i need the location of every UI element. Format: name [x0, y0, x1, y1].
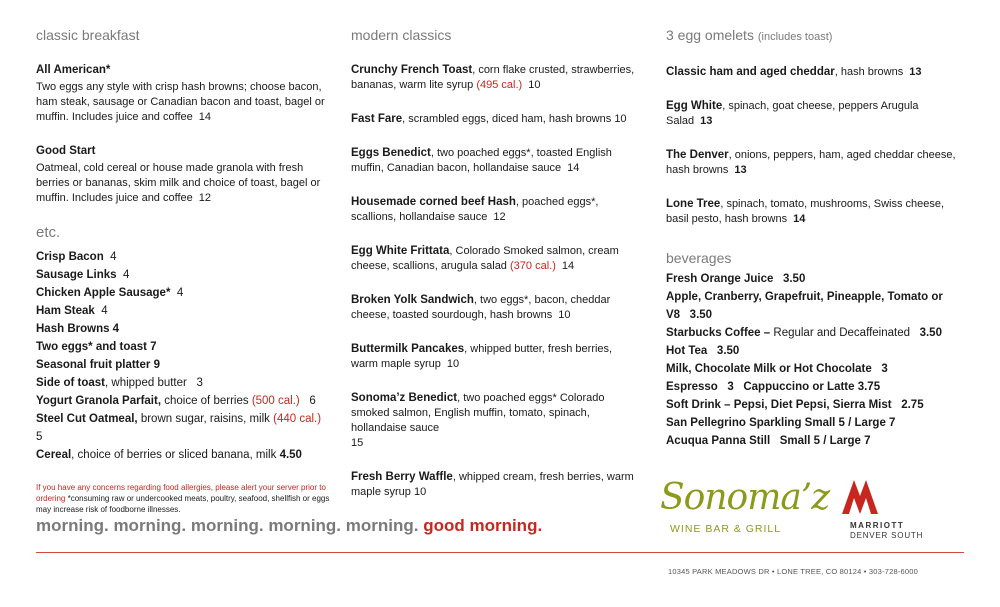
item-desc: Oatmeal, cold cereal or house made granola with fresh berries or bananas, skim milk and choice of toast, bagel or muffin. Includes juice and coffee	[36, 162, 321, 204]
beverage-item: San Pellegrino Sparkling Small 5 / Large 7	[666, 417, 896, 429]
etc-item: Chicken Apple Sausage* 4	[36, 287, 184, 299]
menu-item: Buttermilk Pancakes, whipped butter, fresh berries, warm maple syrup 10	[351, 343, 613, 370]
menu-item: Egg White, spinach, goat cheese, peppers Arugula Salad 13	[666, 100, 919, 127]
etc-item: Sausage Links 4	[36, 269, 130, 281]
menu-item: Egg White Frittata, Colorado Smoked salmon, cream cheese, scallions, arugula salad (370 cal.) 14	[351, 245, 619, 272]
etc-item: Crisp Bacon 4	[36, 251, 117, 263]
beverage-item: Soft Drink – Pepsi, Diet Pepsi, Sierra Mist 2.75	[666, 399, 924, 411]
menu-item: Broken Yolk Sandwich, two eggs*, bacon, cheddar cheese, toasted sourdough, hash browns 10	[351, 294, 611, 321]
footer-divider	[36, 552, 964, 553]
item-price: 14	[198, 111, 211, 123]
etc-item: Hash Browns 4	[36, 323, 120, 335]
beverage-item: Fresh Orange Juice 3.50	[666, 273, 806, 285]
etc-list	[36, 248, 326, 464]
etc-item: Seasonal fruit platter 9	[36, 359, 160, 371]
item-desc: Two eggs any style with crisp hash browns; choose bacon, ham steak, sausage or Canadian bacon and toast, bagel or muffin. Includes juice and coffee	[36, 81, 325, 123]
menu-item: Eggs Benedict, two poached eggs*, toasted English muffin, Canadian bacon, hollandaise sauce 14	[351, 147, 612, 174]
beverage-item: Acuqua Panna Still Small 5 / Large 7	[666, 435, 871, 447]
section-title-omelets: 3 egg omelets (includes toast)	[666, 27, 833, 43]
column-modern-classics	[351, 26, 641, 519]
sonomaz-logo	[660, 477, 830, 538]
sonomaz-logo-subtitle: WINE BAR & GRILL	[670, 523, 782, 535]
item-name: Good Start	[36, 145, 96, 157]
menu-item: The Denver, onions, peppers, ham, aged cheddar cheese, hash browns 13	[666, 149, 956, 176]
footer-address: 10345 PARK MEADOWS DR • LONE TREE, CO 80124 • 303-728-6000	[668, 567, 919, 576]
beverage-item: Apple, Cranberry, Grapefruit, Pineapple, Tomato or V8 3.50	[666, 291, 943, 321]
menu-item: Fresh Berry Waffle, whipped cream, fresh berries, warm maple syrup 10	[351, 471, 634, 498]
marriott-m-icon	[840, 476, 880, 516]
etc-item: Cereal, choice of berries or sliced banana, milk 4.50	[36, 449, 302, 461]
menu-item: Crunchy French Toast, corn flake crusted, strawberries, bananas, warm lite syrup (495 cal.) 10	[351, 64, 635, 91]
menu-item: Housemade corned beef Hash, poached eggs*, scallions, hollandaise sauce 12	[351, 196, 599, 223]
etc-item: Two eggs* and toast 7	[36, 341, 157, 353]
tagline-highlight: good morning.	[423, 516, 543, 535]
etc-item: Ham Steak 4	[36, 305, 108, 317]
beverage-item: Milk, Chocolate Milk or Hot Chocolate 3	[666, 363, 888, 375]
beverage-list	[666, 270, 966, 450]
etc-item: Yogurt Granola Parfait, choice of berries (500 cal.) 6	[36, 395, 316, 407]
beverage-item: Espresso 3 Cappuccino or Latte 3.75	[666, 381, 881, 393]
beverage-item: Starbucks Coffee – Regular and Decaffeinated 3.50	[666, 327, 942, 339]
item-name: All American*	[36, 64, 111, 76]
menu-item: Lone Tree, spinach, tomato, mushrooms, Swiss cheese, basil pesto, hash browns 14	[666, 198, 945, 225]
item-price: 12	[198, 192, 211, 204]
allergy-note: If you have any concerns regarding food allergies, please alert your server prior to ordering *consuming raw or undercooked meats, poultry, seafood, shellfish or eggs may increase risk of foodborne illnesses.	[36, 483, 330, 514]
beverage-item: Hot Tea 3.50	[666, 345, 740, 357]
section-title-classic-breakfast: classic breakfast	[36, 27, 140, 43]
sonomaz-logo-name: Sonoma’z	[660, 477, 830, 518]
marriott-logo-name: MARRIOTT	[850, 521, 905, 530]
section-title-beverages: beverages	[666, 250, 732, 266]
menu-item: Classic ham and aged cheddar, hash browns 13	[666, 66, 922, 78]
menu-item	[36, 144, 326, 206]
marriott-logo	[838, 476, 938, 538]
menu-item: Fast Fare, scrambled eggs, diced ham, hash browns 10	[351, 113, 627, 125]
column-classic-breakfast	[36, 26, 330, 515]
etc-item: Side of toast, whipped butter 3	[36, 377, 203, 389]
column-omelets-beverages	[666, 26, 966, 450]
menu-item	[36, 63, 326, 125]
menu-item: Sonoma’z Benedict, two poached eggs* Colorado smoked salmon, English muffin, tomato, spinach, hollandaise sauce 15	[351, 392, 605, 449]
marriott-logo-subtitle: DENVER SOUTH	[850, 531, 924, 540]
tagline: morning. morning. morning. morning. morning. good morning.	[36, 516, 543, 535]
section-title-modern-classics: modern classics	[351, 27, 452, 43]
section-title-etc: etc.	[36, 224, 61, 241]
etc-item: Steel Cut Oatmeal, brown sugar, raisins, milk (440 cal.) 5	[36, 413, 322, 443]
